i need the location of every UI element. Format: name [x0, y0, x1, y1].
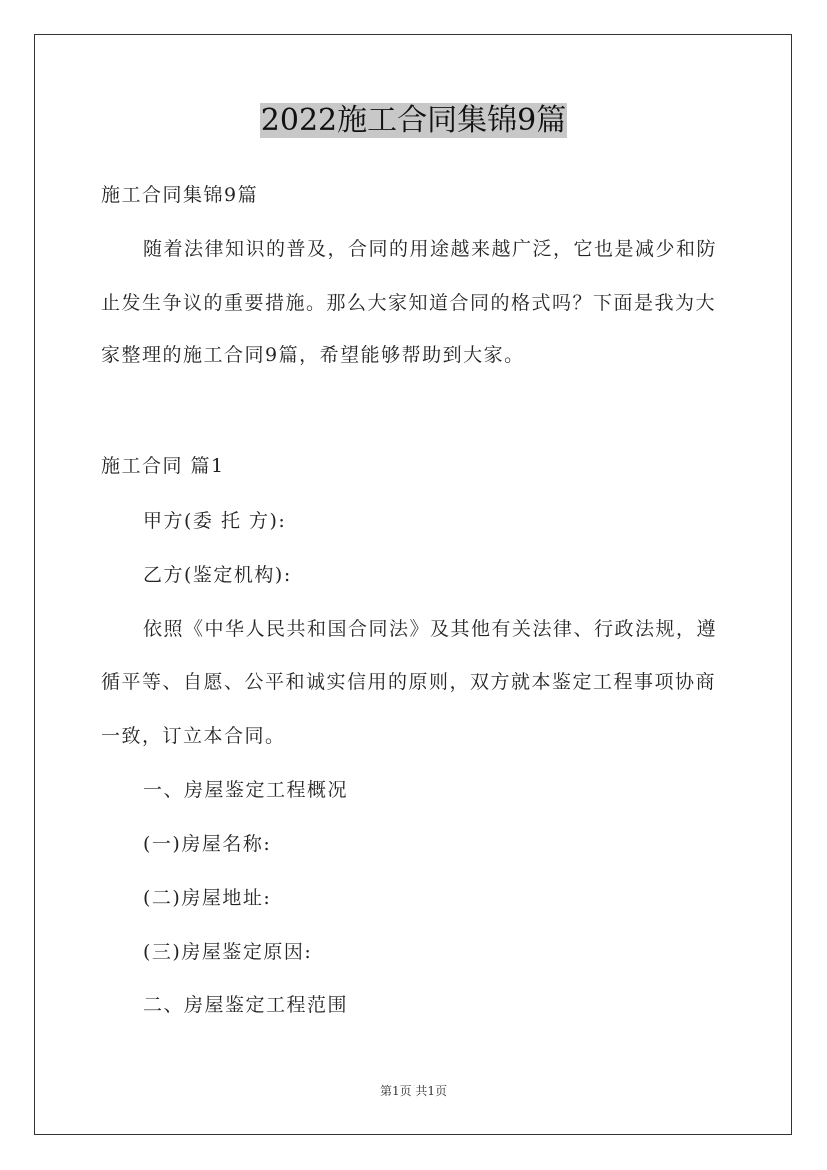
document-title: 2022施工合同集锦9篇 — [260, 103, 567, 138]
subtitle: 施工合同集锦9篇 — [101, 184, 259, 206]
item-1-a: (一)房屋名称: — [143, 833, 272, 855]
item-1-b: (二)房屋地址: — [143, 887, 272, 909]
party-a: 甲方(委 托 方): — [143, 510, 287, 532]
clause-line-1: 依照《中华人民共和国合同法》及其他有关法律、行政法规，遵 — [143, 618, 718, 640]
section-heading: 施工合同 篇1 — [101, 455, 225, 477]
intro-line-2: 止发生争议的重要措施。那么大家知道合同的格式吗？下面是我为大 — [101, 292, 717, 314]
page-footer: 第1页 共1页 — [379, 1084, 448, 1098]
item-1-heading: 一、房屋鉴定工程概况 — [143, 779, 349, 801]
intro-line-1: 随着法律知识的普及，合同的用途越来越广泛，它也是减少和防 — [143, 238, 718, 260]
document-title-wrapper — [0, 100, 827, 142]
intro-line-3: 家整理的施工合同9篇，希望能够帮助到大家。 — [101, 344, 525, 366]
item-1-c: (三)房屋鉴定原因: — [143, 941, 313, 963]
item-2-heading: 二、房屋鉴定工程范围 — [143, 994, 349, 1016]
party-b: 乙方(鉴定机构): — [143, 564, 292, 586]
clause-line-3: 一致，订立本合同。 — [101, 725, 286, 747]
clause-line-2: 循平等、自愿、公平和诚实信用的原则，双方就本鉴定工程事项协商 — [101, 671, 717, 693]
